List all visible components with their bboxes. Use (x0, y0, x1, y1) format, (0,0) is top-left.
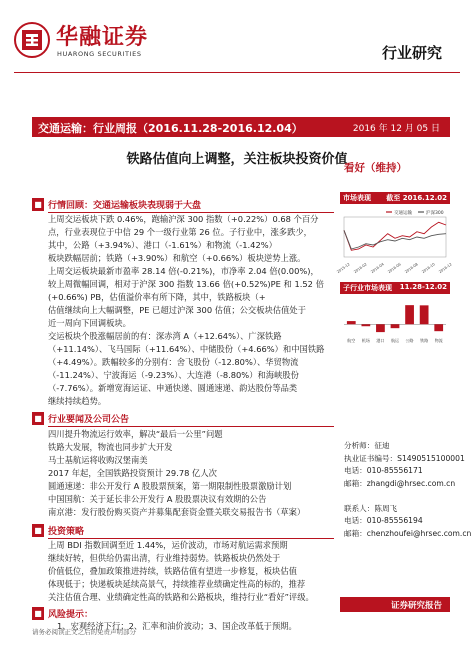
category-label: 物流 (434, 338, 443, 343)
section-strategy-header (32, 524, 334, 537)
strategy-line: 关注估值合理、业绩确定性高的铁路和公路板块，维持行业“看好”评级。 (48, 592, 314, 602)
section-strategy-body (48, 539, 332, 604)
bar (347, 321, 356, 324)
news-line: 南京港：发行股份购买资产并募集配套资金暨关联交易报告书（草案） (48, 507, 306, 517)
legend-label: 交通运输 (394, 211, 412, 216)
strategy-line: 继续好转，但供给仍需出清，行业维持弱势。铁路板块仍然处于 (48, 553, 281, 563)
report-date: 2016 年 12 月 05 日 (352, 124, 440, 134)
company-name: 华融证券 (56, 24, 149, 50)
analyst-line: 分析师：征迪 (344, 441, 390, 450)
review-line: 点，行业表现位于中信 29 个一级行业第 26 位。子行业中，涨多跌少， (48, 227, 312, 237)
news-line: 圆通速递：非公开发行 A 股股票预案，第一期限制性股票激励计划 (48, 481, 292, 491)
section-news-body (48, 428, 332, 519)
report-type: 行业研究 (381, 44, 442, 62)
category-label: 航空 (347, 338, 356, 343)
sub-industry-bar (340, 282, 450, 294)
analyst-line: 联系人：陈周飞 (344, 503, 398, 513)
x-tick-label: 2016-02 (353, 262, 368, 275)
section-news-label: 行业要闻及公司公告 (48, 415, 130, 425)
x-tick-label: 2016-06 (387, 262, 402, 275)
disclaimer: 请务必阅读正文之后的免责声明部分 (32, 628, 136, 636)
review-line: （+11.14%）、飞马国际（+11.64%）、中储股份（+4.66%）和中国铁路 (48, 344, 325, 354)
strategy-line: 上周 BDI 指数回调至近 1.44%，运价波动，市场对航运需求预期 (48, 540, 288, 550)
section-bullet-icon: ■ (32, 198, 44, 211)
header-divider (14, 72, 460, 73)
review-line: 估值继续向上大幅调整，PE 已超过沪深 300 估值；公交板块估值处于 (48, 305, 307, 315)
x-tick-label: 2015-12 (336, 262, 351, 275)
review-line: （+4.49%）。跌幅较多的分别有：舍飞股份（-12.80%）、华贸物流 (48, 357, 299, 367)
news-line: 中国国航：关于延长非公开发行 A 股股票决议有效期的公告 (48, 494, 267, 504)
section-review-body (48, 213, 332, 408)
analyst-line: 电话：010-85556171 (344, 466, 423, 475)
x-tick-label: 2016-04 (370, 262, 385, 275)
report-title: 交通运输：行业周报（2016.11.28-2016.12.04） (38, 122, 303, 135)
review-line: （-7.76%）。新增宽海运证、申通快递、圆通速递、韵达股份等品类 (48, 383, 298, 393)
market-performance-date: 截至 2016.12.02 (386, 194, 447, 202)
series-line (344, 230, 446, 249)
section-bullet-icon: ■ (32, 607, 44, 620)
rating-badge: 看好（维持） (344, 162, 407, 174)
x-tick-label: 2016-10 (421, 262, 436, 275)
sub-industry-date: 11.28-12.02 (399, 283, 447, 291)
review-line: 上周交运板块下跌 0.46%，跑输沪深 300 指数（+0.22%）0.68 个百分 (48, 214, 319, 224)
company-name-en: HUARONG SECURITIES (57, 50, 142, 58)
footer-bar (340, 597, 450, 612)
sub-industry-chart (340, 297, 450, 344)
analyst-info (344, 440, 472, 540)
news-line: 四川提升物流运行效率，解决“最后一公里”问题 (48, 429, 223, 439)
analyst-line: 电话：010-85556194 (344, 516, 423, 525)
review-line: 交运板块个股涨幅居前的有：深赤湾 A（+12.64%）、广深铁路 (48, 331, 282, 341)
review-line: （-11.24%）、宁波海运（-9.23%）、大连港（-8.80%）和海峡股份 (48, 370, 299, 380)
report-headline: 铁路估值向上调整，关注板块投资价值 (126, 152, 348, 167)
footer-label: 证券研究报告 (390, 601, 442, 611)
section-risk-header (32, 607, 334, 620)
section-strategy-label: 投资策略 (48, 527, 85, 537)
review-line: 继续持续趋势。 (48, 396, 107, 406)
review-line: 其中，公路（+3.94%）、港口（-1.61%）和物流（-1.42%） (48, 240, 277, 250)
category-label: 航运 (391, 338, 399, 343)
strategy-line: 体现低于；快递板块延续高景气，持续推荐业绩确定性高的标的，推荐 (48, 579, 306, 589)
analyst-line: 执业证书编号：S1490515100001 (344, 453, 465, 463)
review-line: 上周交运板块最新市盈率 28.14 倍(-0.21%)，市净率 2.04 倍(0.00%)， (48, 266, 319, 276)
chart-frame (344, 217, 446, 257)
report-title-bar (32, 117, 450, 137)
bar (420, 305, 429, 324)
section-bullet-icon: ■ (32, 524, 44, 537)
market-performance-bar (340, 192, 450, 204)
strategy-line: 价值低位，叠加政策推进持续，铁路估值有望进一步修复，板块估值 (48, 566, 297, 576)
x-tick-label: 2016-12 (438, 262, 453, 275)
market-performance-chart (336, 207, 453, 275)
bar (391, 324, 400, 328)
review-line: 板块跌幅居前；铁路（+3.90%）和航空（+0.66%）板块逆势上涨。 (48, 253, 306, 263)
sub-industry-label: 子行业市场表现 (343, 284, 392, 292)
company-logo-icon (14, 22, 50, 58)
market-performance-label: 市场表现 (343, 194, 371, 202)
section-review-header (32, 198, 334, 211)
bar (405, 305, 414, 324)
news-line: 铁路大发展，物流也同步扩大开发 (48, 442, 173, 452)
section-news-header (32, 412, 334, 425)
section-review-label: 行情回顾：交通运输板块表现弱于大盘 (48, 201, 202, 211)
bar (361, 324, 370, 326)
analyst-line: 邮箱：chenzhoufei@hrsec.com.cn (344, 528, 472, 538)
risk-text: 1、宏观经济下行；2、汇率和油价波动；3、国企改革低于预期。 (57, 621, 297, 631)
review-line: 近一周向下回调板块。 (48, 318, 131, 328)
category-label: 港口 (376, 338, 385, 343)
bar (376, 324, 385, 332)
section-bullet-icon: ■ (32, 412, 44, 425)
legend-label: 沪深300 (426, 211, 444, 216)
analyst-line: 邮箱：zhangdi@hrsec.com.cn (344, 478, 456, 488)
x-tick-label: 2016-08 (404, 262, 419, 275)
review-line: 较上周微幅回调，相对于沪深 300 指数 13.66 倍(+0.52%)PE 和 1.52 倍 (48, 279, 324, 289)
category-label: 机场 (361, 338, 370, 343)
analyst-line (344, 490, 454, 503)
section-risk-label: 风险提示： (48, 610, 94, 620)
news-line: 马士基航运将收购汉堡南美 (48, 455, 148, 465)
news-line: 2017 年起，全国铁路投资预计 29.78 亿人次 (48, 468, 217, 478)
bar (434, 324, 443, 331)
category-label: 铁路 (420, 338, 429, 343)
category-label: 公路 (405, 338, 414, 343)
review-line: (+0.66%) PB，估值溢价率有所下降，其中，铁路板块（+ (48, 292, 266, 302)
